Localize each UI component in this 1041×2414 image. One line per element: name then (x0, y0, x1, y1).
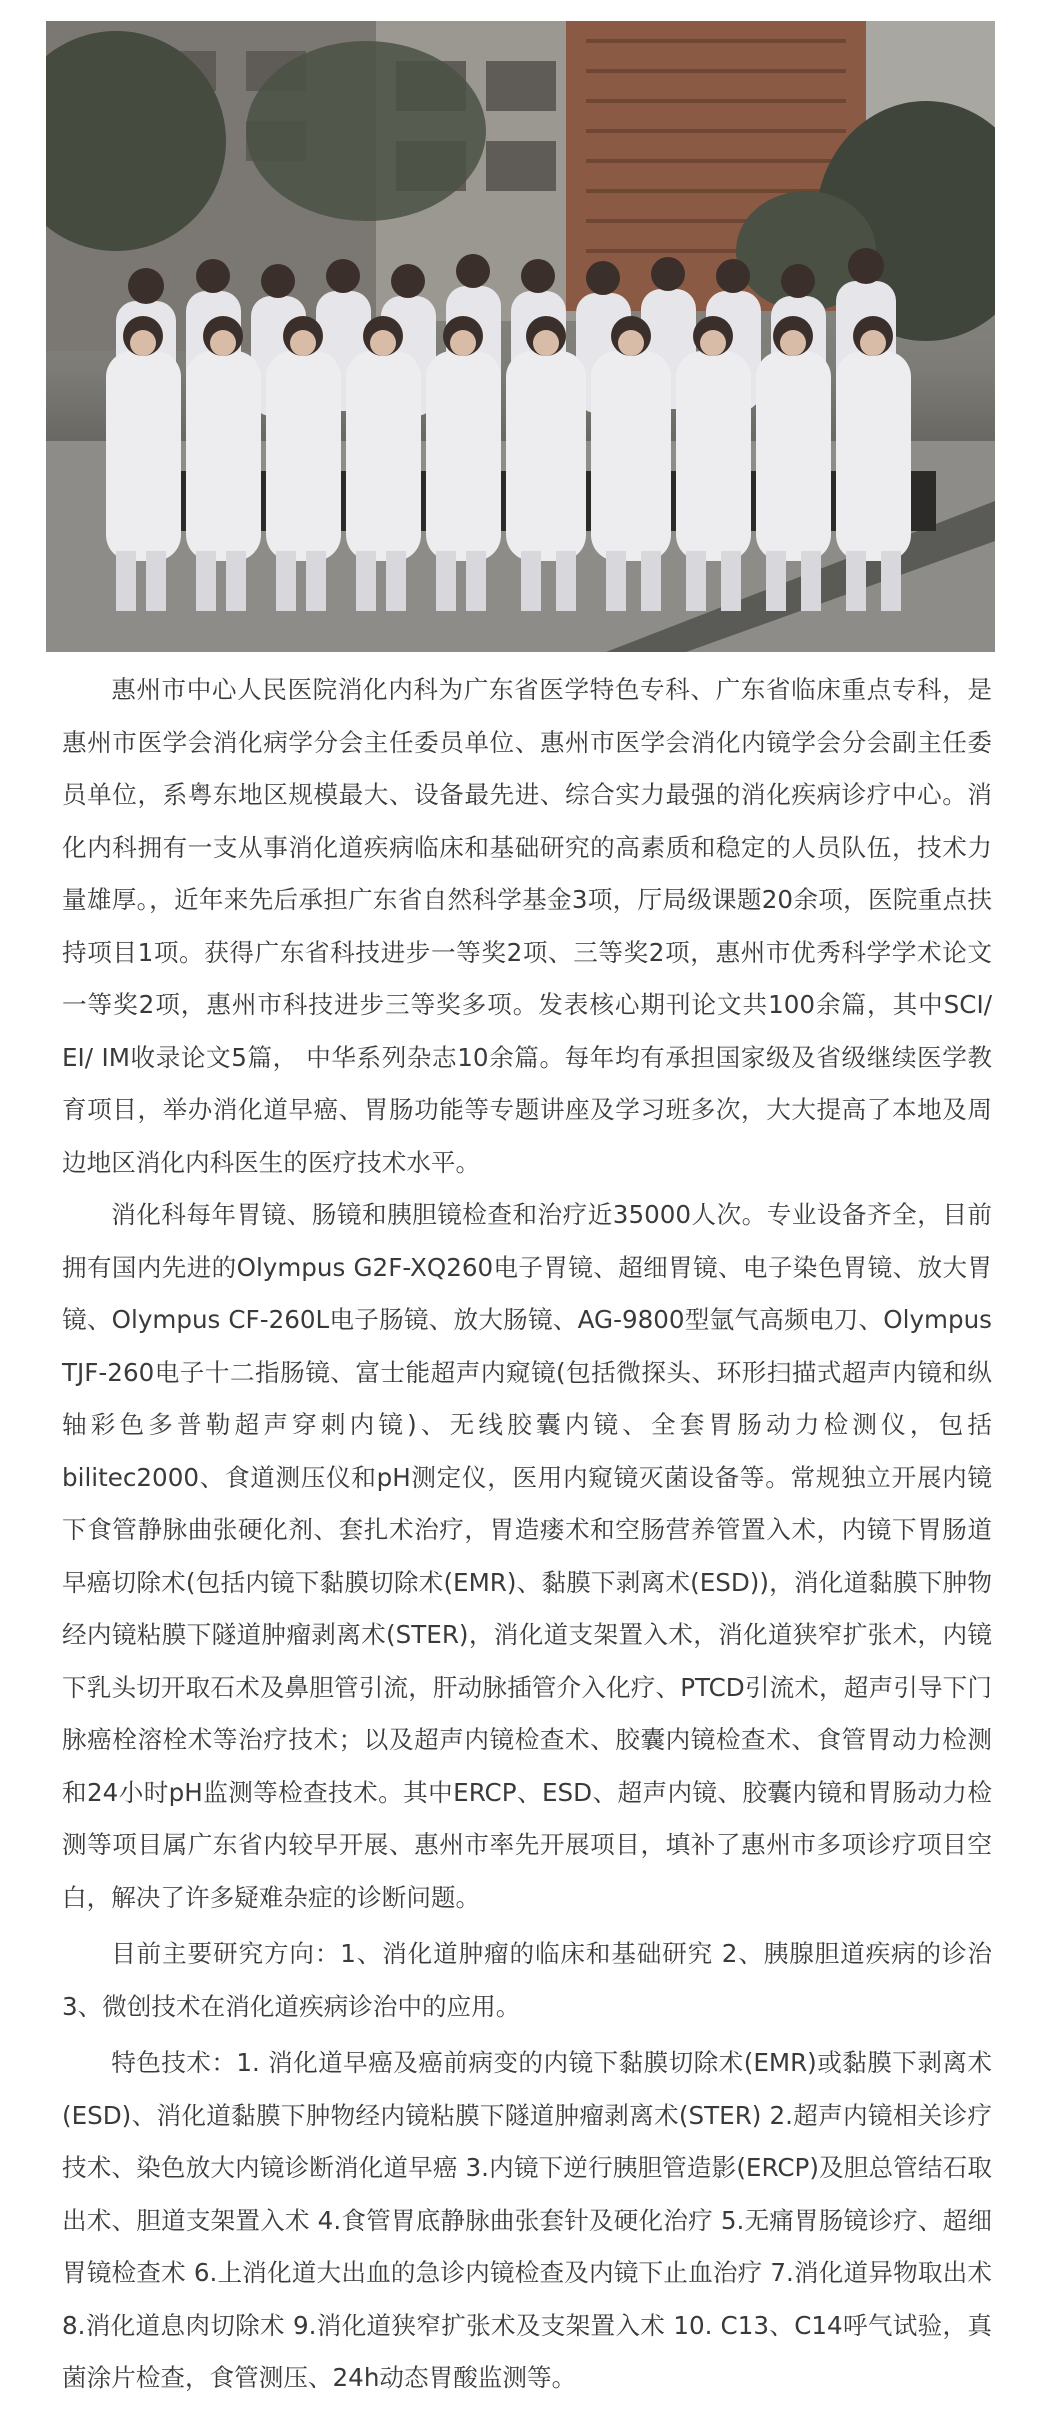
article-body (62, 664, 992, 2405)
techniques-paragraph: 特色技术：1. 消化道早癌及癌前病变的内镜下黏膜切除术(EMR)或黏膜下剥离术(ESD)、消化道黏膜下肿物经内镜粘膜下隧道肿瘤剥离术(STER) 2.超声内镜相关诊疗技术、染色放大内镜诊断消化道早癌 3.内镜下逆行胰胆管造影(ERCP)及胆总管结石取出术、胆道支架置入术 4.食管胃底静脉曲张套针及硬化治疗 5.无痛胃肠镜诊疗、超细胃镜检查术 6.上消化道大出血的急诊内镜检查及内镜下止血治疗 7.消化道异物取出术 8.消化道息肉切除术 9.消化道狭窄扩张术及支架置入术 10. C13、C14呼气试验，真菌涂片检查，食管测压、24h动态胃酸监测等。 (62, 2048, 992, 2392)
research-paragraph: 目前主要研究方向：1、消化道肿瘤的临床和基础研究 2、胰腺胆道疾病的诊治 3、微创技术在消化道疾病诊治中的应用。 (62, 1939, 992, 2021)
intro-paragraph: 惠州市中心人民医院消化内科为广东省医学特色专科、广东省临床重点专科，是惠州市医学会消化病学分会主任委员单位、惠州市医学会消化内镜学会分会副主任委员单位，系粤东地区规模最大、设备最先进、综合实力最强的消化疾病诊疗中心。消化内科拥有一支从事消化道疾病临床和基础研究的高素质和稳定的人员队伍，技术力量雄厚。，近年来先后承担广东省自然科学基金3项，厅局级课题20余项，医院重点扶持项目1项。获得广东省科技进步一等奖2项、三等奖2项，惠州市优秀科学学术论文一等奖2项，惠州市科技进步三等奖多项。发表核心期刊论文共100余篇，其中SCI/ EI/ IM收录论文5篇， 中华系列杂志10余篇。每年均有承担国家级及省级继续医学教育项目，举办消化道早癌、胃肠功能等专题讲座及学习班多次，大大提高了本地及周边地区消化内科医生的医疗技术水平。 (62, 675, 992, 1177)
equipment-paragraph: 消化科每年胃镜、肠镜和胰胆镜检查和治疗近35000人次。专业设备齐全，目前拥有国内先进的Olympus G2F-XQ260电子胃镜、超细胃镜、电子染色胃镜、放大胃镜、Olympus CF-260L电子肠镜、放大肠镜、AG-9800型氩气高频电刀、Olympus TJF-260电子十二指肠镜、富士能超声内窥镜(包括微探头、环形扫描式超声内镜和纵轴彩色多普勒超声穿刺内镜)、无线胶囊内镜、全套胃肠动力检测仪，包括bilitec2000、食道测压仪和pH测定仪，医用内窥镜灭菌设备等。常规独立开展内镜下食管静脉曲张硬化剂、套扎术治疗，胃造瘘术和空肠营养管置入术，内镜下胃肠道早癌切除术(包括内镜下黏膜切除术(EMR)、黏膜下剥离术(ESD))，消化道黏膜下肿物经内镜粘膜下隧道肿瘤剥离术(STER)，消化道支架置入术，消化道狭窄扩张术，内镜下乳头切开取石术及鼻胆管引流，肝动脉插管介入化疗、PTCD引流术，超声引导下门脉癌栓溶栓术等治疗技术；以及超声内镜检查术、胶囊内镜检查术、食管胃动力检测和24小时pH监测等检查技术。其中ERCP、ESD、超声内镜、胶囊内镜和胃肠动力检测等项目属广东省内较早开展、惠州市率先开展项目，填补了惠州市多项诊疗项目空白，解决了许多疑难杂症的诊断问题。 (62, 1200, 992, 1912)
group-photo-illustration (46, 21, 995, 652)
front-row (106, 351, 911, 561)
group-photo (46, 21, 995, 652)
tree-center (246, 41, 486, 221)
